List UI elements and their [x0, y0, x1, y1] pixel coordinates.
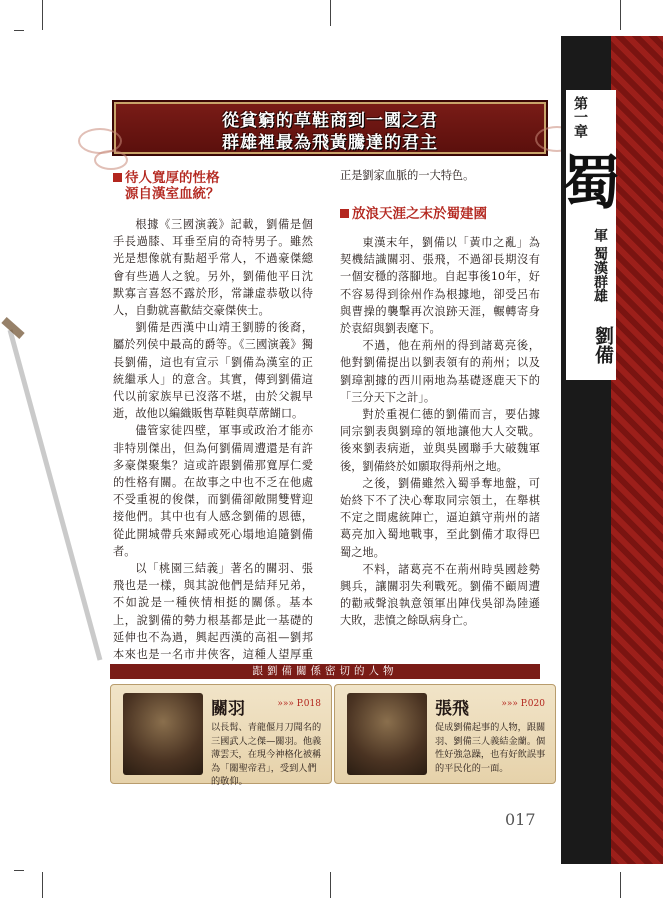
section-heading-personality [113, 170, 220, 202]
person-card [334, 684, 556, 784]
heading-line2: 源自漢室血統？ [125, 186, 220, 202]
banner-title-line1: 從貧窮的草鞋商到一國之君 [222, 111, 438, 131]
portrait-image [123, 693, 203, 775]
sword-illustration [0, 300, 110, 680]
square-bullet-icon [113, 173, 122, 182]
right-column-text [340, 167, 540, 184]
person-description: 以長髯、青龍偃月刀聞名的三國武人之傑—關羽。他義薄雲天，在現今神格化被稱為「關聖帝君」，受到人們的敬仰。 [211, 722, 322, 788]
faction-label: 軍 蜀漢群雄 [592, 228, 608, 303]
heading-line1: 待人寬厚的性格 [125, 170, 220, 186]
paragraph: 東漢末年，劉備以「黃巾之亂」為契機結識關羽、張飛，不過卻長期沒有一個安穩的落腳地。自起事後10年，好不容易得到徐州作為根據地，卻受呂布與曹操的襲擊再次浪跡天涯，輾轉寄身於袁紹與劉表麾下。 [340, 236, 540, 336]
related-persons-title: 跟劉備關係密切的人物 [110, 664, 540, 679]
person-name: 張飛 [435, 699, 469, 719]
chapter-big-character: 蜀 [562, 149, 621, 217]
heading-text: 放浪天涯之末於蜀建國 [352, 206, 487, 222]
page-number: 017 [505, 810, 536, 829]
right-column-text [340, 234, 540, 630]
crop-mark [14, 870, 24, 871]
page-ref-text: P.018 [296, 699, 321, 709]
character-name: 劉備 [592, 326, 614, 364]
crop-mark [330, 872, 331, 898]
paragraph: 對於重視仁德的劉備而言，要佔據同宗劉表與劉璋的領地讓他大人交戰。後來劉表病逝，並與吳國聯手大破魏軍後，劉備終於如願取得荊州之地。 [340, 408, 540, 473]
crop-mark [620, 872, 621, 898]
person-card [110, 684, 332, 788]
paragraph: 根據《三國演義》記載，劉備是個手長過膝、耳垂至肩的奇特男子。雖然光是想像就有點超乎常人，不過豪傑總會有些過人之貌。另外，劉備他平日沈默寡言喜怒不露於形，常謙虛恭敬以待人，自動就喜歡結交豪傑俠士。 [113, 218, 313, 318]
chapter-label: 第一章 [572, 96, 588, 138]
person-name: 關羽 [211, 699, 245, 719]
person-description: 促成劉備起事的人物，跟關羽、劉備三人義結金蘭。個性好強急躁，也有好飲誤事的平民化的一面。 [435, 722, 546, 774]
ref-arrow-icon: »»» [501, 699, 518, 709]
page-reference [277, 699, 321, 709]
paragraph: 不過，他在荊州的得到諸葛亮後，他對劉備提出以劉表領有的荊州；以及劉璋割據的西川兩地為基礎逐鹿天下的「三分天下之計」。 [340, 339, 540, 404]
cloud-ornament [94, 150, 128, 170]
crop-mark [42, 872, 43, 898]
crop-mark [14, 30, 24, 31]
ref-arrow-icon: »»» [277, 699, 294, 709]
portrait-image [347, 693, 427, 775]
paragraph: 正是劉家血脈的一大特色。 [340, 169, 475, 182]
left-column-text [113, 216, 313, 680]
paragraph: 儘管家徒四壁，軍事或政治才能亦非特別傑出，但為何劉備周遭還是有許多豪傑聚集？這或許跟劉備那寬厚仁愛的性格有關。在故事之中也不乏在他處不受重視的俊傑，而劉備卻敞開雙臂迎接他們。其中也有人感念劉備的恩德，從此開城帶兵來歸或死心塌地追隨劉備者。 [113, 424, 313, 558]
page-reference [501, 699, 545, 709]
page-ref-text: P.020 [520, 699, 545, 709]
paragraph: 之後，劉備雖然入蜀爭奪地盤，可始終下不了決心奪取同宗領土，在舉棋不定之間處統陣亡，逼迫鎮守荊州的諸葛亮加入蜀地戰事，至此劉備才取得巴蜀之地。 [340, 476, 540, 559]
section-heading-founding [340, 206, 487, 222]
crop-mark [620, 0, 621, 30]
title-banner [112, 100, 548, 156]
square-bullet-icon [340, 209, 349, 218]
paragraph: 不料，諸葛亮不在荊州時吳國趁勢興兵，讓關羽失利戰死。劉備不顧周遭的勸戒聲浪執意領軍出陣伐吳卻為陸遜大敗，悲憤之餘臥病身亡。 [340, 562, 540, 628]
crop-mark [330, 0, 331, 26]
crop-mark [42, 0, 43, 30]
banner-title-line2: 群雄裡最為飛黃騰達的君主 [222, 133, 438, 153]
paragraph: 以「桃園三結義」著名的關羽、張飛也是一樣，與其說他們是結拜兄弟，不如說是一種俠情相挺的關係。基本上，說劉備的勢力根基都是此一基礎的延伸也不為過，興起西漢的高祖—劉邦本來也是一名市井俠客，這種人望厚重 [113, 562, 313, 662]
paragraph: 劉備是西漢中山靖王劉勝的後裔，屬於列侯中最高的爵等。《三國演義》獨長劉備，這也有宣示「劉備為漢室的正統繼承人」的意含。其實，傳到劉備這代以前家族早已沒落不堪，由於父親早逝，故他以編織販售草鞋與草蓆餬口。 [113, 321, 313, 421]
